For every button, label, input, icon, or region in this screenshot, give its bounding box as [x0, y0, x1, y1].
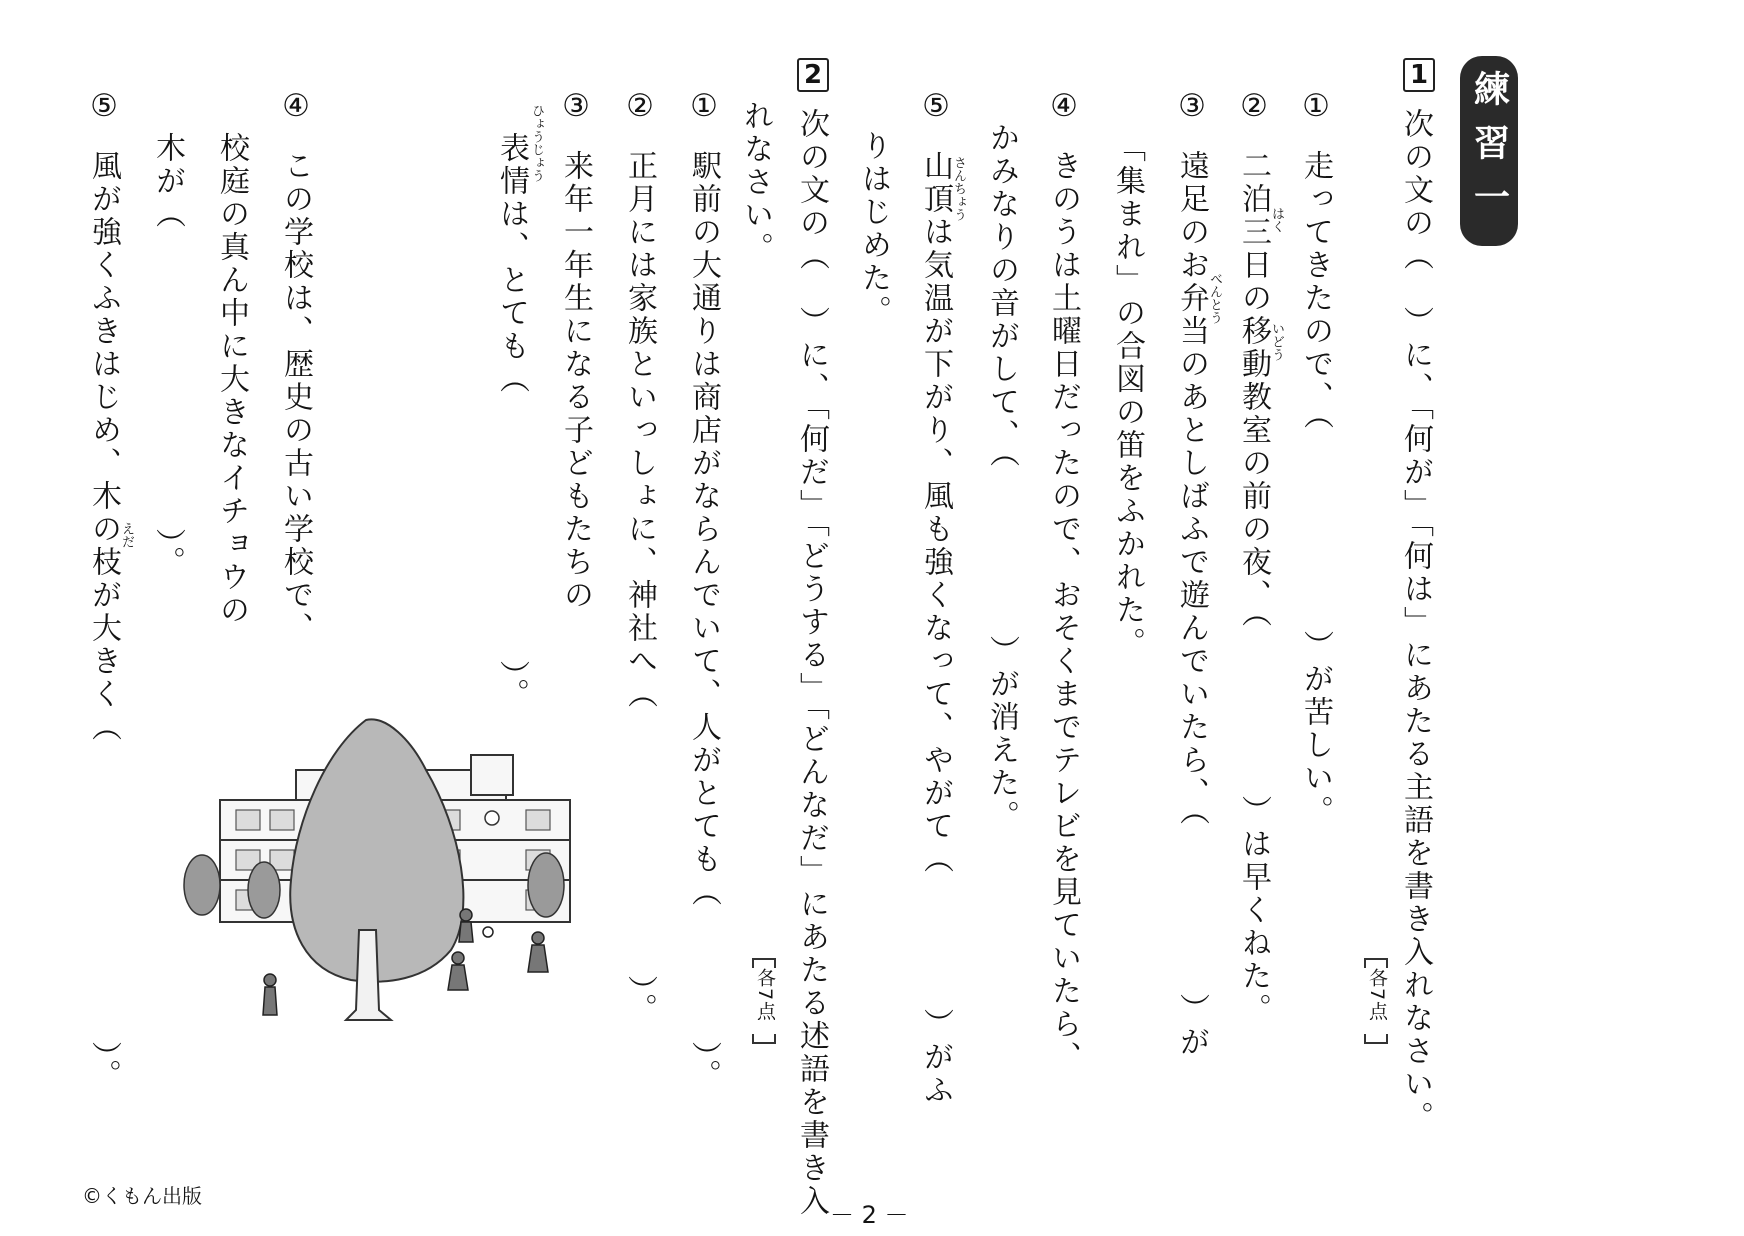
points-label: 各7点 [754, 968, 776, 1022]
s2-item-3-number: ③ [558, 88, 594, 127]
ruby-eda: えだ [119, 522, 134, 548]
s2-item-2-text: 正月には家族といっしょに、神社へ（ ）。 [622, 150, 657, 1026]
small-tree-left [184, 855, 220, 915]
s1-item-4-text-line2: かみなりの音がして、（ ）が消えた。 [984, 122, 1019, 833]
section-2-points [752, 968, 779, 1021]
section-2-instruction-line2: れなさい。 [738, 100, 773, 265]
s1-item-5-text-line2: りはじめた。 [856, 130, 891, 328]
s2-item-3-text-line1: 来年一年生になる子どもたちの [558, 150, 593, 612]
clock-icon [485, 811, 499, 825]
s2-item-2-number: ② [622, 88, 658, 127]
ruby-haku: はく [1269, 207, 1284, 233]
s1-item-5-text-line1: 山頂は気温が下がり、風も強くなって、やがて（ ）がふ [918, 150, 953, 1107]
s1-item-3-number: ③ [1174, 88, 1210, 127]
page-number: － 2 － [830, 1201, 909, 1229]
s2-item-4-text-line3: 木が（ ）。 [150, 132, 185, 579]
points-label: 各7点 [1366, 968, 1388, 1022]
s1-item-4-text-line1: きのうは土曜日だったので、おそくまでテレビを見ていたら、 [1046, 150, 1081, 1074]
school-illustration [176, 710, 646, 1150]
s2-item-4-text-line1: この学校は、歴史の古い学校で、 [278, 150, 313, 645]
s2-item-1-text: 駅前の大通りは商店がならんでいて、人がとても（ ）。 [686, 150, 721, 1092]
small-tree-right [528, 853, 564, 917]
points-bracket-bottom [752, 1034, 776, 1044]
s2-item-4-number: ④ [278, 88, 314, 127]
s2-item-3-text-line2: 表情は、とても（ ）。 [494, 132, 529, 711]
s2-item-5-number: ⑤ [86, 88, 122, 127]
s2-item-1-number: ① [686, 88, 722, 127]
small-tree-mid [248, 862, 280, 918]
s1-item-1-text: 走ってきたので、（ ）が苦しい。 [1298, 150, 1333, 828]
ruby-hyoujou: ひょうじょう [529, 104, 544, 182]
ruby-sanchou: さんちょう [951, 156, 966, 221]
s1-item-4-number: ④ [1046, 88, 1082, 127]
points-bracket-top [752, 958, 776, 968]
s1-item-3-text-line1: 遠足のお弁当のあとしばふで遊んでいたら、（ ）が [1174, 150, 1209, 1059]
s2-item-4-text-line2: 校庭の真ん中に大きなイチョウの [214, 132, 249, 627]
section-1-points [1364, 968, 1391, 1021]
points-bracket-top [1364, 958, 1388, 968]
s2-item-5-text: 風が強くふきはじめ、木の枝が大きく（ ）。 [86, 150, 121, 1092]
s1-item-2-number: ② [1236, 88, 1272, 127]
s1-item-5-number: ⑤ [918, 88, 954, 127]
lesson-badge: 練習一 [1460, 56, 1518, 246]
section-1-number: 1 [1403, 58, 1435, 92]
points-bracket-bottom [1364, 1034, 1388, 1044]
copyright: ©くもん出版 [82, 1184, 202, 1208]
section-1-instruction: 次の文の（ ）に、「何が」「何は」にあたる主語を書き入れなさい。 [1398, 108, 1433, 1134]
s1-item-3-text-line2: 「集まれ」の合図の笛をふかれた。 [1110, 132, 1145, 660]
section-2-number: 2 [797, 58, 829, 92]
section-2-instruction-line1: 次の文の（ ）に、「何だ」「どうする」「どんなだ」にあたる述語を書き入 [794, 108, 829, 1218]
ruby-bentou: べんとう [1207, 272, 1222, 324]
s1-item-1-number: ① [1298, 88, 1334, 127]
ruby-idou: いどう [1269, 322, 1284, 361]
s1-item-2-text: 二泊三日の移動教室の前の夜、（ ）は早くねた。 [1236, 150, 1271, 1026]
